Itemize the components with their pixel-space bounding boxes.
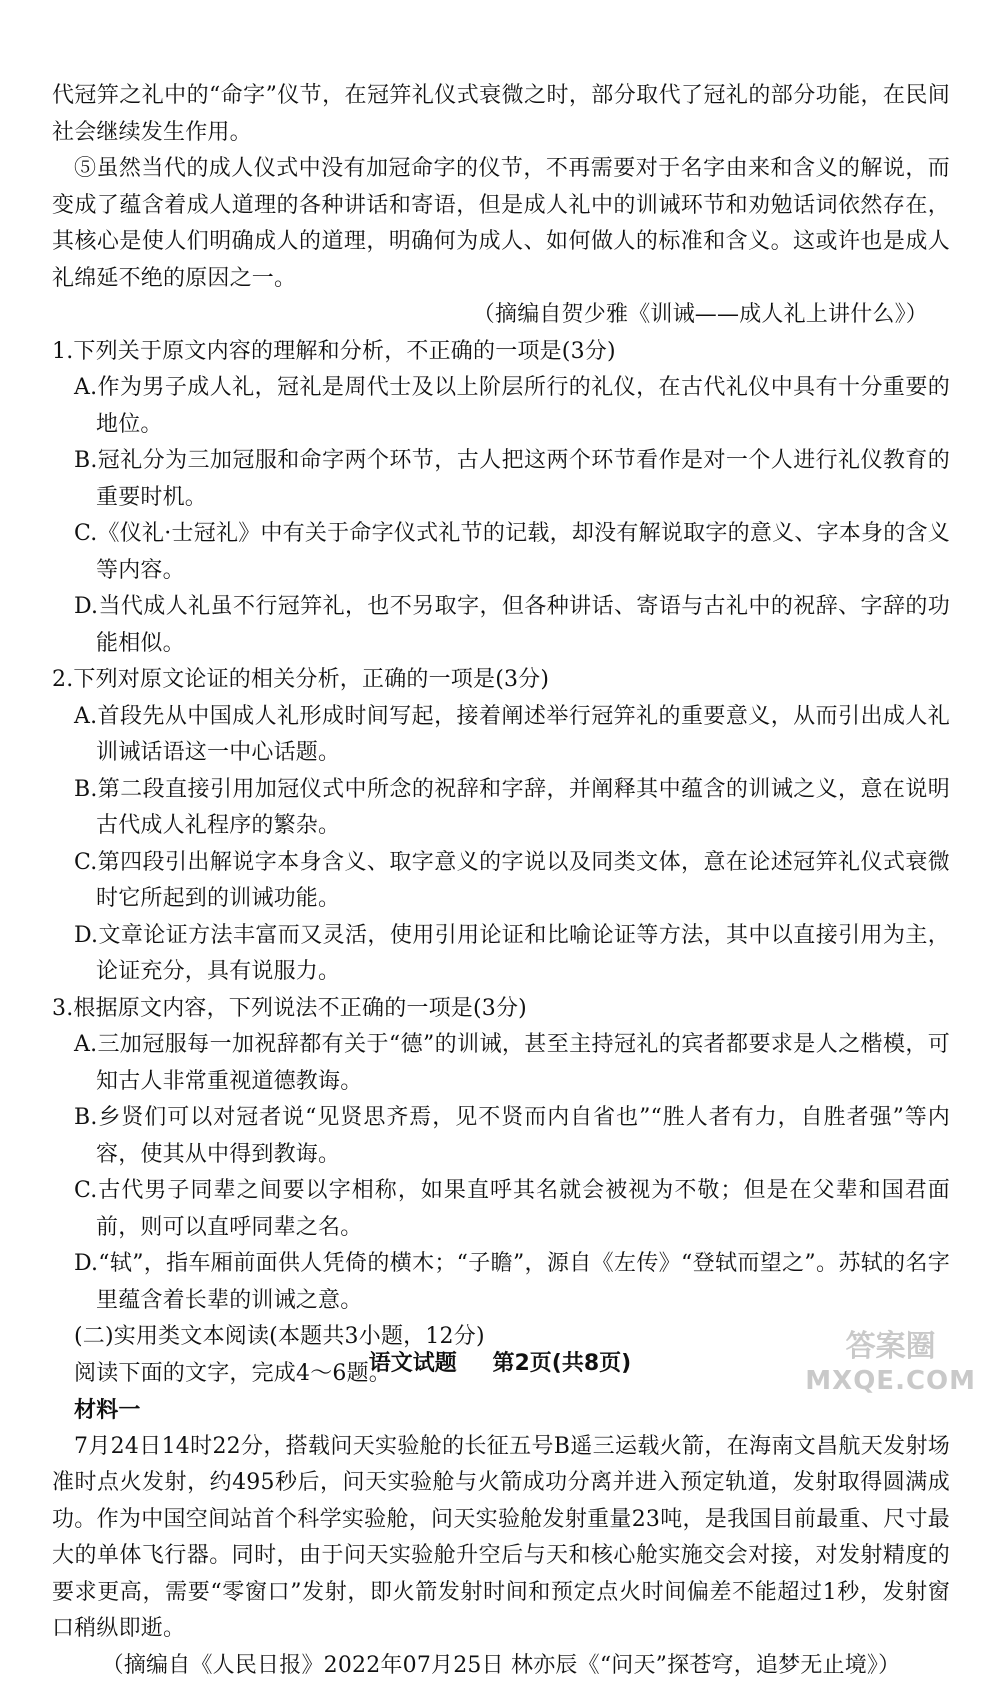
material-title: 材料一 bbox=[52, 1392, 950, 1429]
passage-paragraph-continued: 代冠笄之礼中的“命字”仪节，在冠笄礼仪式衰微之时，部分取代了冠礼的部分功能，在民间社会继续发生作用。 bbox=[52, 78, 950, 151]
material-text: 7月24日14时22分，搭载问天实验舱的长征五号B遥三运载火箭，在海南文昌航天发射场准时点火发射，约495秒后，问天实验舱与火箭成功分离并进入预定轨道，发射取得圆满成功。作为中国空间站首个科学实验舱，问天实验舱发射重量23吨，是我国目前最重、尺寸最大的单体飞行器。同时，由于问天实验舱升空后与天和核心舱实施交会对接，对发射精度的要求更高，需要“零窗口”发射，即火箭发射时间和预定点火时间偏差不能超过1秒，发射窗口稍纵即逝。 bbox=[52, 1429, 950, 1648]
option-d: D.“轼”，指车厢前面供人凭倚的横木；“子瞻”，源自《左传》“登轼而望之”。苏轼的名字里蕴含着长辈的训诫之意。 bbox=[52, 1246, 950, 1319]
option-c: C.《仪礼·士冠礼》中有关于命字仪式礼节的记载，却没有解说取字的意义、字本身的含义等内容。 bbox=[52, 516, 950, 589]
question-1 bbox=[52, 334, 950, 663]
option-b: B.乡贤们可以对冠者说“见贤思齐焉，见不贤而内自省也”“胜人者有力，自胜者强”等内容，使其从中得到教诲。 bbox=[52, 1100, 950, 1173]
option-b: B.冠礼分为三加冠服和命字两个环节，古人把这两个环节看作是对一个人进行礼仪教育的重要时机。 bbox=[52, 443, 950, 516]
section-instruction: 阅读下面的文字，完成4～6题。 bbox=[52, 1356, 950, 1393]
option-a: A.首段先从中国成人礼形成时间写起，接着阐述举行冠笄礼的重要意义，从而引出成人礼训诫话语这一中心话题。 bbox=[52, 699, 950, 772]
footer-subject: 语文试题 bbox=[369, 1351, 457, 1376]
question-2 bbox=[52, 662, 950, 991]
option-d: D.当代成人礼虽不行冠笄礼，也不另取字，但各种讲话、寄语与古礼中的祝辞、字辞的功能相似。 bbox=[52, 589, 950, 662]
question-3 bbox=[52, 991, 950, 1320]
material-source: （摘编自《人民日报》2022年07月25日 林亦辰《“问天”探苍穹，追梦无止境》） bbox=[52, 1648, 950, 1684]
footer-page-number: 第2页(共8页) bbox=[492, 1351, 631, 1376]
question-stem: 2.下列对原文论证的相关分析，正确的一项是(3分) bbox=[52, 662, 950, 699]
page-content bbox=[52, 78, 950, 1684]
watermark-line1: 答案圈 bbox=[805, 1330, 976, 1364]
section-heading: (二)实用类文本阅读(本题共3小题，12分) bbox=[52, 1319, 950, 1356]
question-stem: 3.根据原文内容，下列说法不正确的一项是(3分) bbox=[52, 991, 950, 1028]
question-stem: 1.下列关于原文内容的理解和分析，不正确的一项是(3分) bbox=[52, 334, 950, 371]
option-b: B.第二段直接引用加冠仪式中所念的祝辞和字辞，并阐释其中蕴含的训诫之义，意在说明古代成人礼程序的繁杂。 bbox=[52, 772, 950, 845]
option-d: D.文章论证方法丰富而又灵活，使用引用论证和比喻论证等方法，其中以直接引用为主，论证充分，具有说服力。 bbox=[52, 918, 950, 991]
passage-paragraph-5: ⑤虽然当代的成人仪式中没有加冠命字的仪节，不再需要对于名字由来和含义的解说，而变成了蕴含着成人道理的各种讲话和寄语，但是成人礼中的训诫环节和劝勉话词依然存在，其核心是使人们明确成人的道理，明确何为成人、如何做人的标准和含义。这或许也是成人礼绵延不绝的原因之一。 bbox=[52, 151, 950, 297]
passage-source: （摘编自贺少雅《训诫——成人礼上讲什么》） bbox=[52, 297, 950, 334]
option-a: A.三加冠服每一加祝辞都有关于“德”的训诫，甚至主持冠礼的宾者都要求是人之楷模，可知古人非常重视道德教诲。 bbox=[52, 1027, 950, 1100]
option-a: A.作为男子成人礼，冠礼是周代士及以上阶层所行的礼仪，在古代礼仪中具有十分重要的地位。 bbox=[52, 370, 950, 443]
watermark-logo bbox=[805, 1330, 976, 1398]
option-c: C.第四段引出解说字本身含义、取字意义的字说以及同类文体，意在论述冠笄礼仪式衰微时它所起到的训诫功能。 bbox=[52, 845, 950, 918]
option-c: C.古代男子同辈之间要以字相称，如果直呼其名就会被视为不敬；但是在父辈和国君面前，则可以直呼同辈之名。 bbox=[52, 1173, 950, 1246]
watermark-line2: MXQE.COM bbox=[805, 1364, 976, 1398]
